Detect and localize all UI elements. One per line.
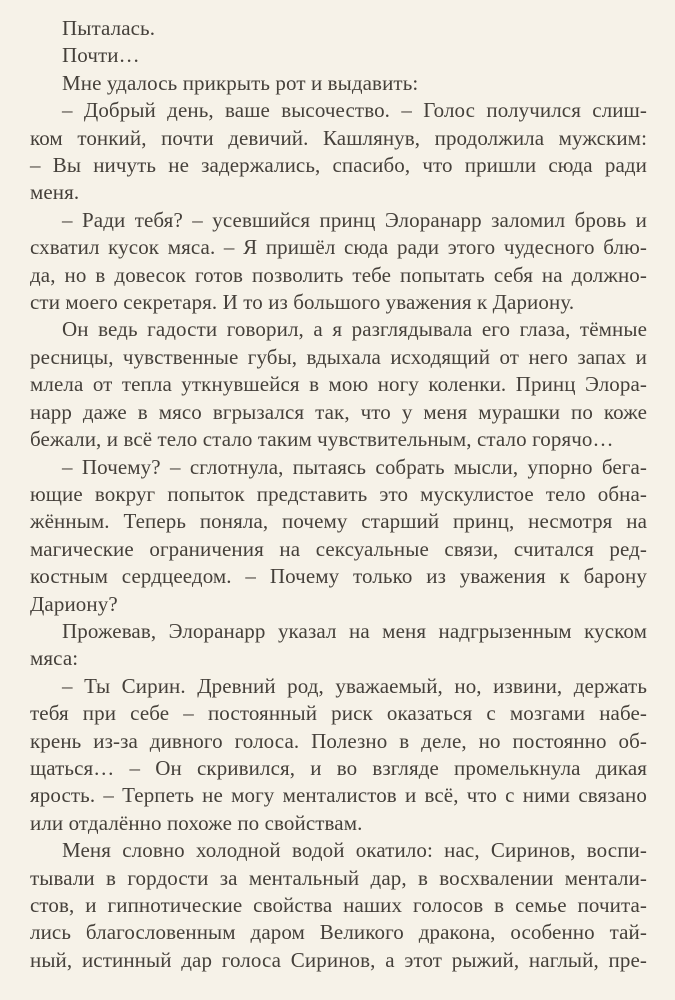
paragraph xyxy=(30,42,647,69)
text-line: меня. xyxy=(30,180,80,205)
text-line: нарр даже в мясо вгрызался так, что у меня мурашки по коже xyxy=(30,399,647,424)
text-line: ресницы, чувственные губы, вдыхала исходящий от него запах и xyxy=(30,344,647,369)
text-line: – Ради тебя? – усевшийся принц Элоранарр заломил бровь и xyxy=(62,207,647,232)
text-column xyxy=(30,15,647,974)
text-line: ком тонкий, почти девичий. Кашлянув, продолжила мужским: xyxy=(30,125,647,150)
text-line: ярость. – Терпеть не могу менталистов и всё, что с ними связано xyxy=(30,783,647,808)
paragraph xyxy=(30,207,647,317)
text-line: Он ведь гадости говорил, а я разглядывала его глаза, тёмные xyxy=(62,317,647,342)
paragraph xyxy=(30,97,647,207)
text-line: Пыталась. xyxy=(62,16,156,40)
text-line: лись благословенным даром Великого дракона, особенно тай- xyxy=(30,920,647,945)
text-line: мяса: xyxy=(30,646,79,671)
text-line: тебя при себе – постоянный риск оказаться с мозгами набе- xyxy=(30,701,647,726)
text-line: Дариону? xyxy=(30,591,118,616)
text-line: Меня словно холодной водой окатило: нас, Сиринов, воспи- xyxy=(62,838,647,863)
text-line: сти моего секретаря. И то из большого уважения к Дариону. xyxy=(30,290,575,315)
paragraph xyxy=(30,618,647,673)
text-line: млела от тепла уткнувшейся в мою ногу коленки. Принц Элора- xyxy=(30,372,647,397)
text-line: крень из-за дивного голоса. Полезно в деле, но постоянно об- xyxy=(30,728,647,753)
text-line: костным сердцеедом. – Почему только из уважения к барону xyxy=(30,564,647,589)
text-line: щаться… – Он скривился, и во взгляде промелькнула дикая xyxy=(30,755,647,780)
text-line: да, но в довесок готов позволить тебе попытать себя на должно- xyxy=(30,262,647,287)
text-line: магические ограничения на сексуальные связи, считался ред- xyxy=(30,536,647,561)
paragraph xyxy=(30,673,647,837)
text-line: – Добрый день, ваше высочество. – Голос получился слиш- xyxy=(62,98,647,123)
text-line: стов, и гипнотические свойства наших голосов в семье почита- xyxy=(30,893,647,917)
paragraph xyxy=(30,837,647,974)
text-line: – Ты Сирин. Древний род, уважаемый, но, извини, держать xyxy=(62,673,647,698)
text-line: схватил кусок мяса. – Я пришёл сюда ради этого чудесного блю- xyxy=(30,235,647,260)
text-line: бежали, и всё тело стало таким чувствительным, стало горячо… xyxy=(30,427,614,452)
text-line: или отдалённо похоже по свойствам. xyxy=(30,810,363,835)
text-line: – Вы ничуть не задержались, спасибо, что пришли сюда ради xyxy=(30,153,647,178)
text-line: Мне удалось прикрыть рот и выдавить: xyxy=(62,70,419,95)
text-line: ный, истинный дар голоса Сиринов, а этот рыжий, наглый, пре- xyxy=(30,947,647,972)
paragraph xyxy=(30,70,647,97)
text-line: тывали в гордости за ментальный дар, в восхвалении ментали- xyxy=(30,865,647,890)
paragraph xyxy=(30,15,647,42)
text-line: жённым. Теперь поняла, почему старший принц, несмотря на xyxy=(30,509,647,534)
text-line: ющие вокруг попыток представить это мускулистое тело обна- xyxy=(30,481,647,506)
text-line: Почти… xyxy=(62,43,140,68)
paragraph xyxy=(30,454,647,618)
paragraph xyxy=(30,316,647,453)
text-line: Прожевав, Элоранарр указал на меня надгрызенным куском xyxy=(62,618,647,643)
text-line: – Почему? – сглотнула, пытаясь собрать мысли, упорно бега- xyxy=(62,454,647,479)
